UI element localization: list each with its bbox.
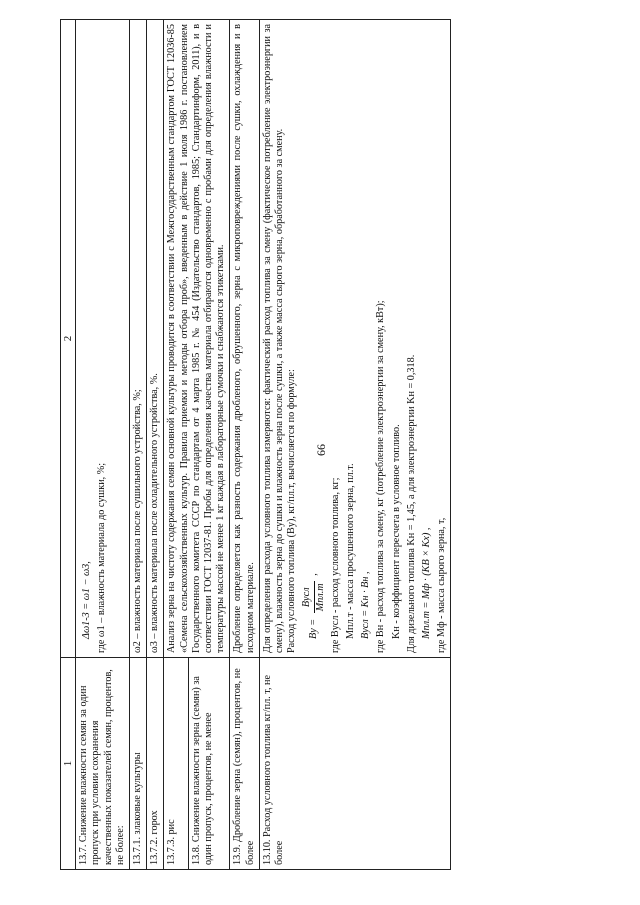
- fuel-measurement-paragraph: Для определения расхода условного топлива измеряются: фактический расход топлива за смену (фактическое потребление электроэнергии за смену), влажность зерна до сушки и влажность зерна после сушки, а также масса сырого зерна, обработанного за смену.: [261, 24, 286, 653]
- formula-fraction: [301, 581, 326, 613]
- where-omega3: ω3 – влажность материала после охладительного устройства, %.: [147, 20, 164, 658]
- row-label-13-7-3: 13.7.3. рис: [164, 658, 188, 870]
- table-row: [147, 20, 164, 870]
- diesel-coefficients: Для дизельного топлива Kн = 1,45, а для электроэнергии Kн = 0,318.: [405, 354, 417, 653]
- formula-delta-omega: Δω1-3 = ω1 − ω3,: [81, 561, 93, 639]
- fraction-denominator: Mпл.т: [314, 583, 326, 612]
- fraction-numerator: Bусл: [301, 581, 314, 613]
- formula-tail: ,: [308, 573, 320, 576]
- formula-busl: Bусл = Kн · Bн ,: [360, 571, 372, 639]
- column-header-1: 1: [61, 658, 76, 870]
- fuel-formula-intro: Расход условного топлива (Bу), кг/пл.т, вычисляется по формуле:: [286, 369, 298, 653]
- row-label-13-7-1: 13.7.1. злаковые культуры: [130, 658, 147, 870]
- table-row: [230, 20, 259, 870]
- formula-fuel-per-ton: [301, 24, 326, 639]
- where-omega1: где ω1 – влажность материала до сушки, %;: [96, 462, 108, 653]
- row-label-13-8: 13.8. Снижение влажности зерна (семян) за один пропуск, процентов, не менее: [188, 658, 230, 870]
- where-bn: где Bн - расход топлива за смену, кг (потребление электроэнергии за смену, кВт);: [375, 300, 387, 653]
- table-row: [259, 20, 451, 870]
- table-row: [130, 20, 147, 870]
- where-omega2: ω2 – влажность материала после сушильного устройства, %;: [130, 20, 147, 658]
- where-mf: где Mф - масса сырого зерна, т,: [436, 517, 448, 653]
- row-content-13-7: [76, 20, 130, 658]
- table-row: [76, 20, 130, 870]
- row-label-13-7: 13.7. Снижение влажности семян за один пропуск при условии сохранения качественных показателей семян, процентов, не более:: [76, 658, 130, 870]
- formula-left-side: Bу =: [308, 618, 320, 639]
- page-number: 66: [314, 444, 328, 456]
- crushing-definition-text: Дробление определяется как разность содержания дробленого, обрушенного, зерна с микроповреждениями после сушки, охлаждения и в исходном материале.: [230, 20, 259, 658]
- rotated-table-container: [60, 20, 590, 870]
- row-label-13-10: 13.10. Расход условного топлива кг/пл. т, не более: [259, 658, 451, 870]
- where-mplt: Mпл.т - масса просушенного зерна, пл.т.: [345, 463, 357, 639]
- row-label-13-7-2: 13.7.2. горох: [147, 658, 164, 870]
- row-label-13-9: 13.9. Дробление зерна (семян), процентов, не более: [230, 658, 259, 870]
- requirements-table: [60, 19, 451, 870]
- formula-mplt: Mпл.т = Mф · (KВ × Kх) ,: [421, 527, 433, 639]
- column-header-2: 2: [61, 20, 76, 658]
- row-content-13-10: [259, 20, 451, 658]
- table-row: [164, 20, 188, 870]
- sampling-method-text: Анализ зерна на чистоту содержания семян основной культуры проводится в соответствии с Межгосударственным стандартом ГОСТ 12036-85 «Семена сельскохозяйственных культур. Правила приемки и методы отбора проб», введенным в действие 1 июля 1986 г. постановлением Государственного комитета СССР по стандартам от 4 марта 1985 г. № 454 (Издательство стандартов, 1985; Стандартинформ, 2011), и в соответствии ГОСТ 12037-81. Пробы для определения качества материала отбираются одновременно с пробами для определения влажности и температуры массой не менее 1 кг каждая в лабораторные сумочки и снабжаются этикетками.: [164, 20, 230, 658]
- where-busl: где Bусл - расход условного топлива, кг;: [329, 477, 341, 653]
- table-header-row: [61, 20, 76, 870]
- where-kn: Kн - коэффициент пересчета в условное топливо.: [390, 424, 402, 639]
